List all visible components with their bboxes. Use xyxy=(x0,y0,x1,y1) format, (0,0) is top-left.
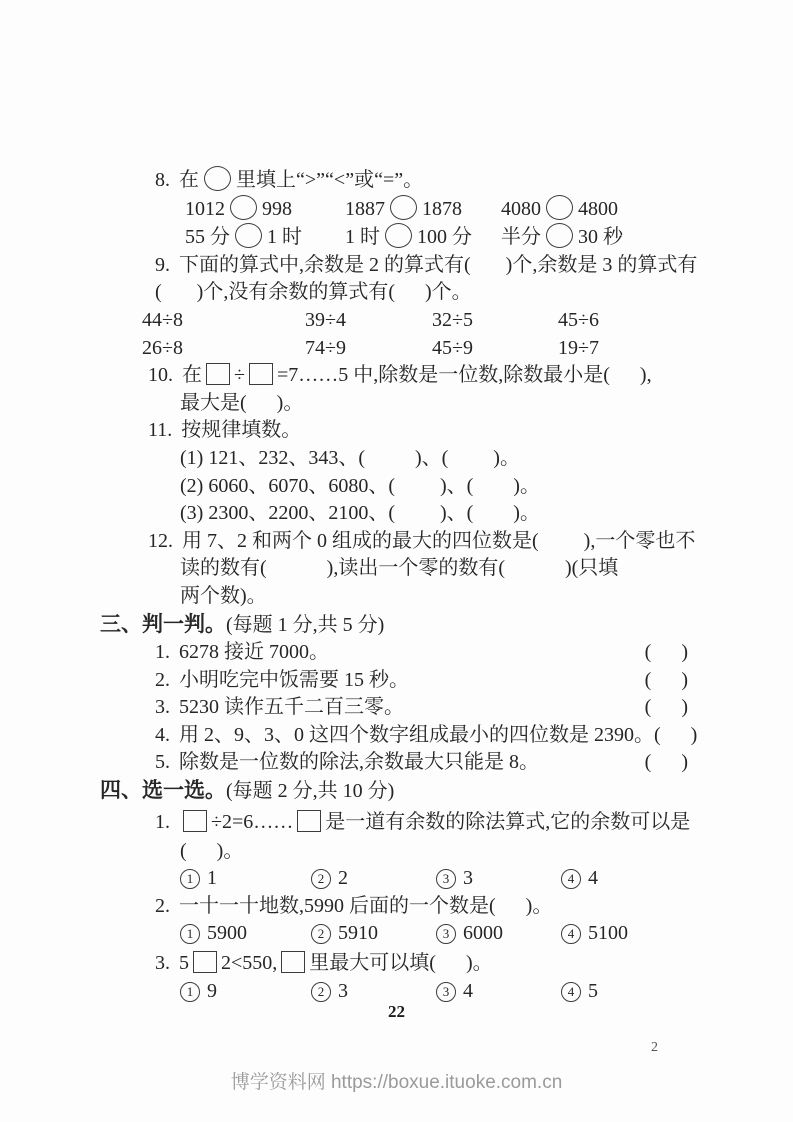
right-value: 1878 xyxy=(422,197,462,220)
choice-q1-options xyxy=(100,865,700,893)
item-number: 1. xyxy=(155,810,170,833)
answer-box-blank xyxy=(249,363,273,385)
circle-blank-icon xyxy=(235,223,262,248)
choice-q1-line2: ( )。 xyxy=(180,839,244,862)
left-value: 半分 xyxy=(501,226,541,249)
judge-answer-blank: ( ) xyxy=(644,751,688,774)
question-number: 10. xyxy=(148,364,173,387)
option xyxy=(180,920,311,948)
division-expression: 39÷4 xyxy=(305,308,346,331)
question-number: 12. xyxy=(148,529,173,552)
circled-number-icon: 2 xyxy=(311,869,331,889)
question-number: 9. xyxy=(155,253,170,276)
circled-number-icon: 1 xyxy=(180,869,200,889)
question-12-line1 xyxy=(100,528,700,556)
option xyxy=(436,920,561,948)
page-number: 22 xyxy=(388,1002,405,1021)
option-label: 4 xyxy=(588,867,598,890)
item-number: 2. xyxy=(155,894,170,917)
choice-q3-seg2: 2<550, xyxy=(221,952,278,975)
comparison-item xyxy=(501,195,700,224)
comparison-item xyxy=(501,223,700,252)
judge-statement xyxy=(155,722,654,750)
right-value: 998 xyxy=(262,197,292,220)
answer-box-blank xyxy=(281,951,305,973)
comparison-item xyxy=(345,195,501,224)
item-text: 小明吃完中饭需要 15 秒。 xyxy=(179,668,409,691)
division-expression: 44÷8 xyxy=(142,308,183,331)
division-expression: 32÷5 xyxy=(432,308,473,331)
section-title: 四、选一选。 xyxy=(100,778,226,803)
judge-answer-blank: ( ) xyxy=(644,641,688,664)
circle-blank-icon xyxy=(385,223,412,248)
question-9-text1: 下面的算式中,余数是 2 的算式有( )个,余数是 3 的算式有 xyxy=(179,253,698,276)
sequence-item: (2) 6060、6070、6080、( )、( )。 xyxy=(180,474,540,497)
section-choice xyxy=(100,777,700,1006)
division-expression: 45÷9 xyxy=(432,336,473,359)
section-judge xyxy=(100,611,700,778)
judge-item xyxy=(100,694,700,722)
question-8-text-pre: 在 xyxy=(179,169,199,191)
right-value: 4800 xyxy=(578,197,618,220)
answer-box-blank xyxy=(193,951,217,973)
division-expression: 45÷6 xyxy=(558,308,599,331)
section-judge-header xyxy=(100,611,700,640)
judge-statement xyxy=(155,694,404,722)
footer-watermark: 博学资料网 https://boxue.ituoke.com.cn xyxy=(230,1072,563,1093)
circle-blank-icon xyxy=(230,195,257,220)
option-label: 6000 xyxy=(463,922,503,945)
question-10-seg3: =7……5 中,除数是一位数,除数最小是( ), xyxy=(276,364,652,387)
circled-number-icon: 3 xyxy=(436,924,456,944)
circled-number-icon: 1 xyxy=(180,924,200,944)
sequence-item: (3) 2300、2200、2100、( )、( )。 xyxy=(180,502,540,525)
question-8 xyxy=(100,166,700,252)
section-score-note: (每题 2 分,共 10 分) xyxy=(226,780,395,803)
worksheet-content xyxy=(100,166,700,1006)
choice-q1-line1 xyxy=(100,806,700,838)
division-expression: 74÷9 xyxy=(305,336,346,359)
option xyxy=(180,865,311,893)
section-score-note: (每题 1 分,共 5 分) xyxy=(226,613,385,636)
question-9-text2: ( )个,没有余数的算式有( )个。 xyxy=(155,281,472,304)
circle-blank-icon xyxy=(204,166,231,191)
right-value: 100 分 xyxy=(417,226,472,249)
question-10-seg2: ÷ xyxy=(234,364,245,387)
judge-statement xyxy=(155,749,539,777)
choice-q2-text: 一十一十地数,5990 后面的一个数是( )。 xyxy=(179,894,553,917)
circled-number-icon: 3 xyxy=(436,869,456,889)
option xyxy=(436,865,561,893)
question-10-line1 xyxy=(100,362,700,390)
item-number: 2. xyxy=(155,668,170,691)
option-label: 9 xyxy=(207,980,217,1003)
option-label: 5900 xyxy=(207,922,247,945)
division-row xyxy=(100,335,700,363)
sequence-item: (1) 121、232、343、( )、( )。 xyxy=(180,446,520,469)
section-title: 三、判一判。 xyxy=(100,611,226,636)
question-12-line3: 两个数)。 xyxy=(180,584,267,607)
comparison-item xyxy=(185,195,345,224)
circled-number-icon: 2 xyxy=(311,982,331,1002)
item-text: 用 2、9、3、0 这四个数字组成最小的四位数是 2390。 xyxy=(179,723,654,746)
option-label: 3 xyxy=(463,867,473,890)
right-value: 30 秒 xyxy=(578,226,623,249)
item-text: 除数是一位数的除法,余数最大只能是 8。 xyxy=(179,751,539,774)
question-12-line2: 读的数有( ),读出一个零的数有( )(只填 xyxy=(180,557,619,580)
right-value: 1 时 xyxy=(267,226,302,249)
option xyxy=(311,920,436,948)
choice-q3-seg3: 里最大可以填( )。 xyxy=(309,952,493,975)
circled-number-icon: 4 xyxy=(561,869,581,889)
item-number: 1. xyxy=(155,641,170,664)
answer-box-blank xyxy=(297,810,321,832)
circled-number-icon: 2 xyxy=(311,924,331,944)
left-value: 1012 xyxy=(185,197,225,220)
option xyxy=(561,920,700,948)
option-label: 3 xyxy=(338,980,348,1003)
question-10-seg1: 在 xyxy=(182,364,202,387)
option-label: 5910 xyxy=(338,922,378,945)
circle-blank-icon xyxy=(546,195,573,220)
question-8-title xyxy=(100,166,700,195)
circle-blank-icon xyxy=(546,223,573,248)
answer-box-blank xyxy=(183,810,207,832)
question-12 xyxy=(100,528,700,611)
choice-q1-mid: ÷2=6…… xyxy=(211,810,294,833)
circled-number-icon: 1 xyxy=(180,982,200,1002)
circle-blank-icon xyxy=(390,195,417,220)
judge-answer-blank: ( ) xyxy=(654,723,698,746)
left-value: 1887 xyxy=(345,197,385,220)
judge-statement xyxy=(155,639,329,667)
question-number: 11. xyxy=(148,419,173,442)
left-value: 1 时 xyxy=(345,226,380,249)
choice-q2-options xyxy=(100,920,700,948)
choice-q3-seg1: 5 xyxy=(179,952,189,975)
option xyxy=(311,865,436,893)
question-number: 8. xyxy=(155,169,170,191)
option xyxy=(561,865,700,893)
comparison-item xyxy=(345,223,501,252)
comparison-row xyxy=(100,195,700,224)
comparison-item xyxy=(185,223,345,252)
item-number: 3. xyxy=(155,952,170,975)
judge-item xyxy=(100,749,700,777)
question-12-text1: 用 7、2 和两个 0 组成的最大的四位数是( ),一个零也不 xyxy=(182,529,696,552)
question-10-text2: 最大是( )。 xyxy=(180,391,304,414)
item-number: 4. xyxy=(155,723,170,746)
circled-number-icon: 3 xyxy=(436,982,456,1002)
left-value: 55 分 xyxy=(185,226,230,249)
question-9 xyxy=(100,252,700,362)
division-expression: 26÷8 xyxy=(142,336,183,359)
division-row xyxy=(100,307,700,335)
option-label: 5100 xyxy=(588,922,628,945)
judge-answer-blank: ( ) xyxy=(644,696,688,719)
comparison-row xyxy=(100,223,700,252)
question-8-text-post: 里填上“>”“<”或“=”。 xyxy=(236,169,424,191)
choice-q1-end: 是一道有余数的除法算式,它的余数可以是 xyxy=(325,810,691,833)
judge-item xyxy=(100,639,700,667)
question-11-title xyxy=(100,417,700,445)
option-label: 1 xyxy=(207,867,217,890)
item-text: 5230 读作五千二百三零。 xyxy=(179,696,404,719)
question-9-line2 xyxy=(100,279,700,307)
question-11-text: 按规律填数。 xyxy=(181,419,302,442)
item-number: 5. xyxy=(155,751,170,774)
item-number: 3. xyxy=(155,696,170,719)
choice-q3-line xyxy=(100,948,700,978)
option-label: 4 xyxy=(463,980,473,1003)
judge-item xyxy=(100,722,700,750)
item-text: 6278 接近 7000。 xyxy=(179,641,329,664)
option-label: 2 xyxy=(338,867,348,890)
question-10 xyxy=(100,362,700,417)
judge-statement xyxy=(155,667,409,695)
circled-number-icon: 4 xyxy=(561,982,581,1002)
question-9-line1 xyxy=(100,252,700,280)
judge-answer-blank: ( ) xyxy=(644,668,688,691)
question-10-line2 xyxy=(100,390,700,418)
question-11 xyxy=(100,417,700,527)
circled-number-icon: 4 xyxy=(561,924,581,944)
corner-page-number: 2 xyxy=(651,1040,658,1055)
section-choice-header xyxy=(100,777,700,806)
judge-item xyxy=(100,667,700,695)
choice-q2-line xyxy=(100,893,700,921)
answer-box-blank xyxy=(206,363,230,385)
left-value: 4080 xyxy=(501,197,541,220)
option-label: 5 xyxy=(588,980,598,1003)
division-expression: 19÷7 xyxy=(558,336,599,359)
